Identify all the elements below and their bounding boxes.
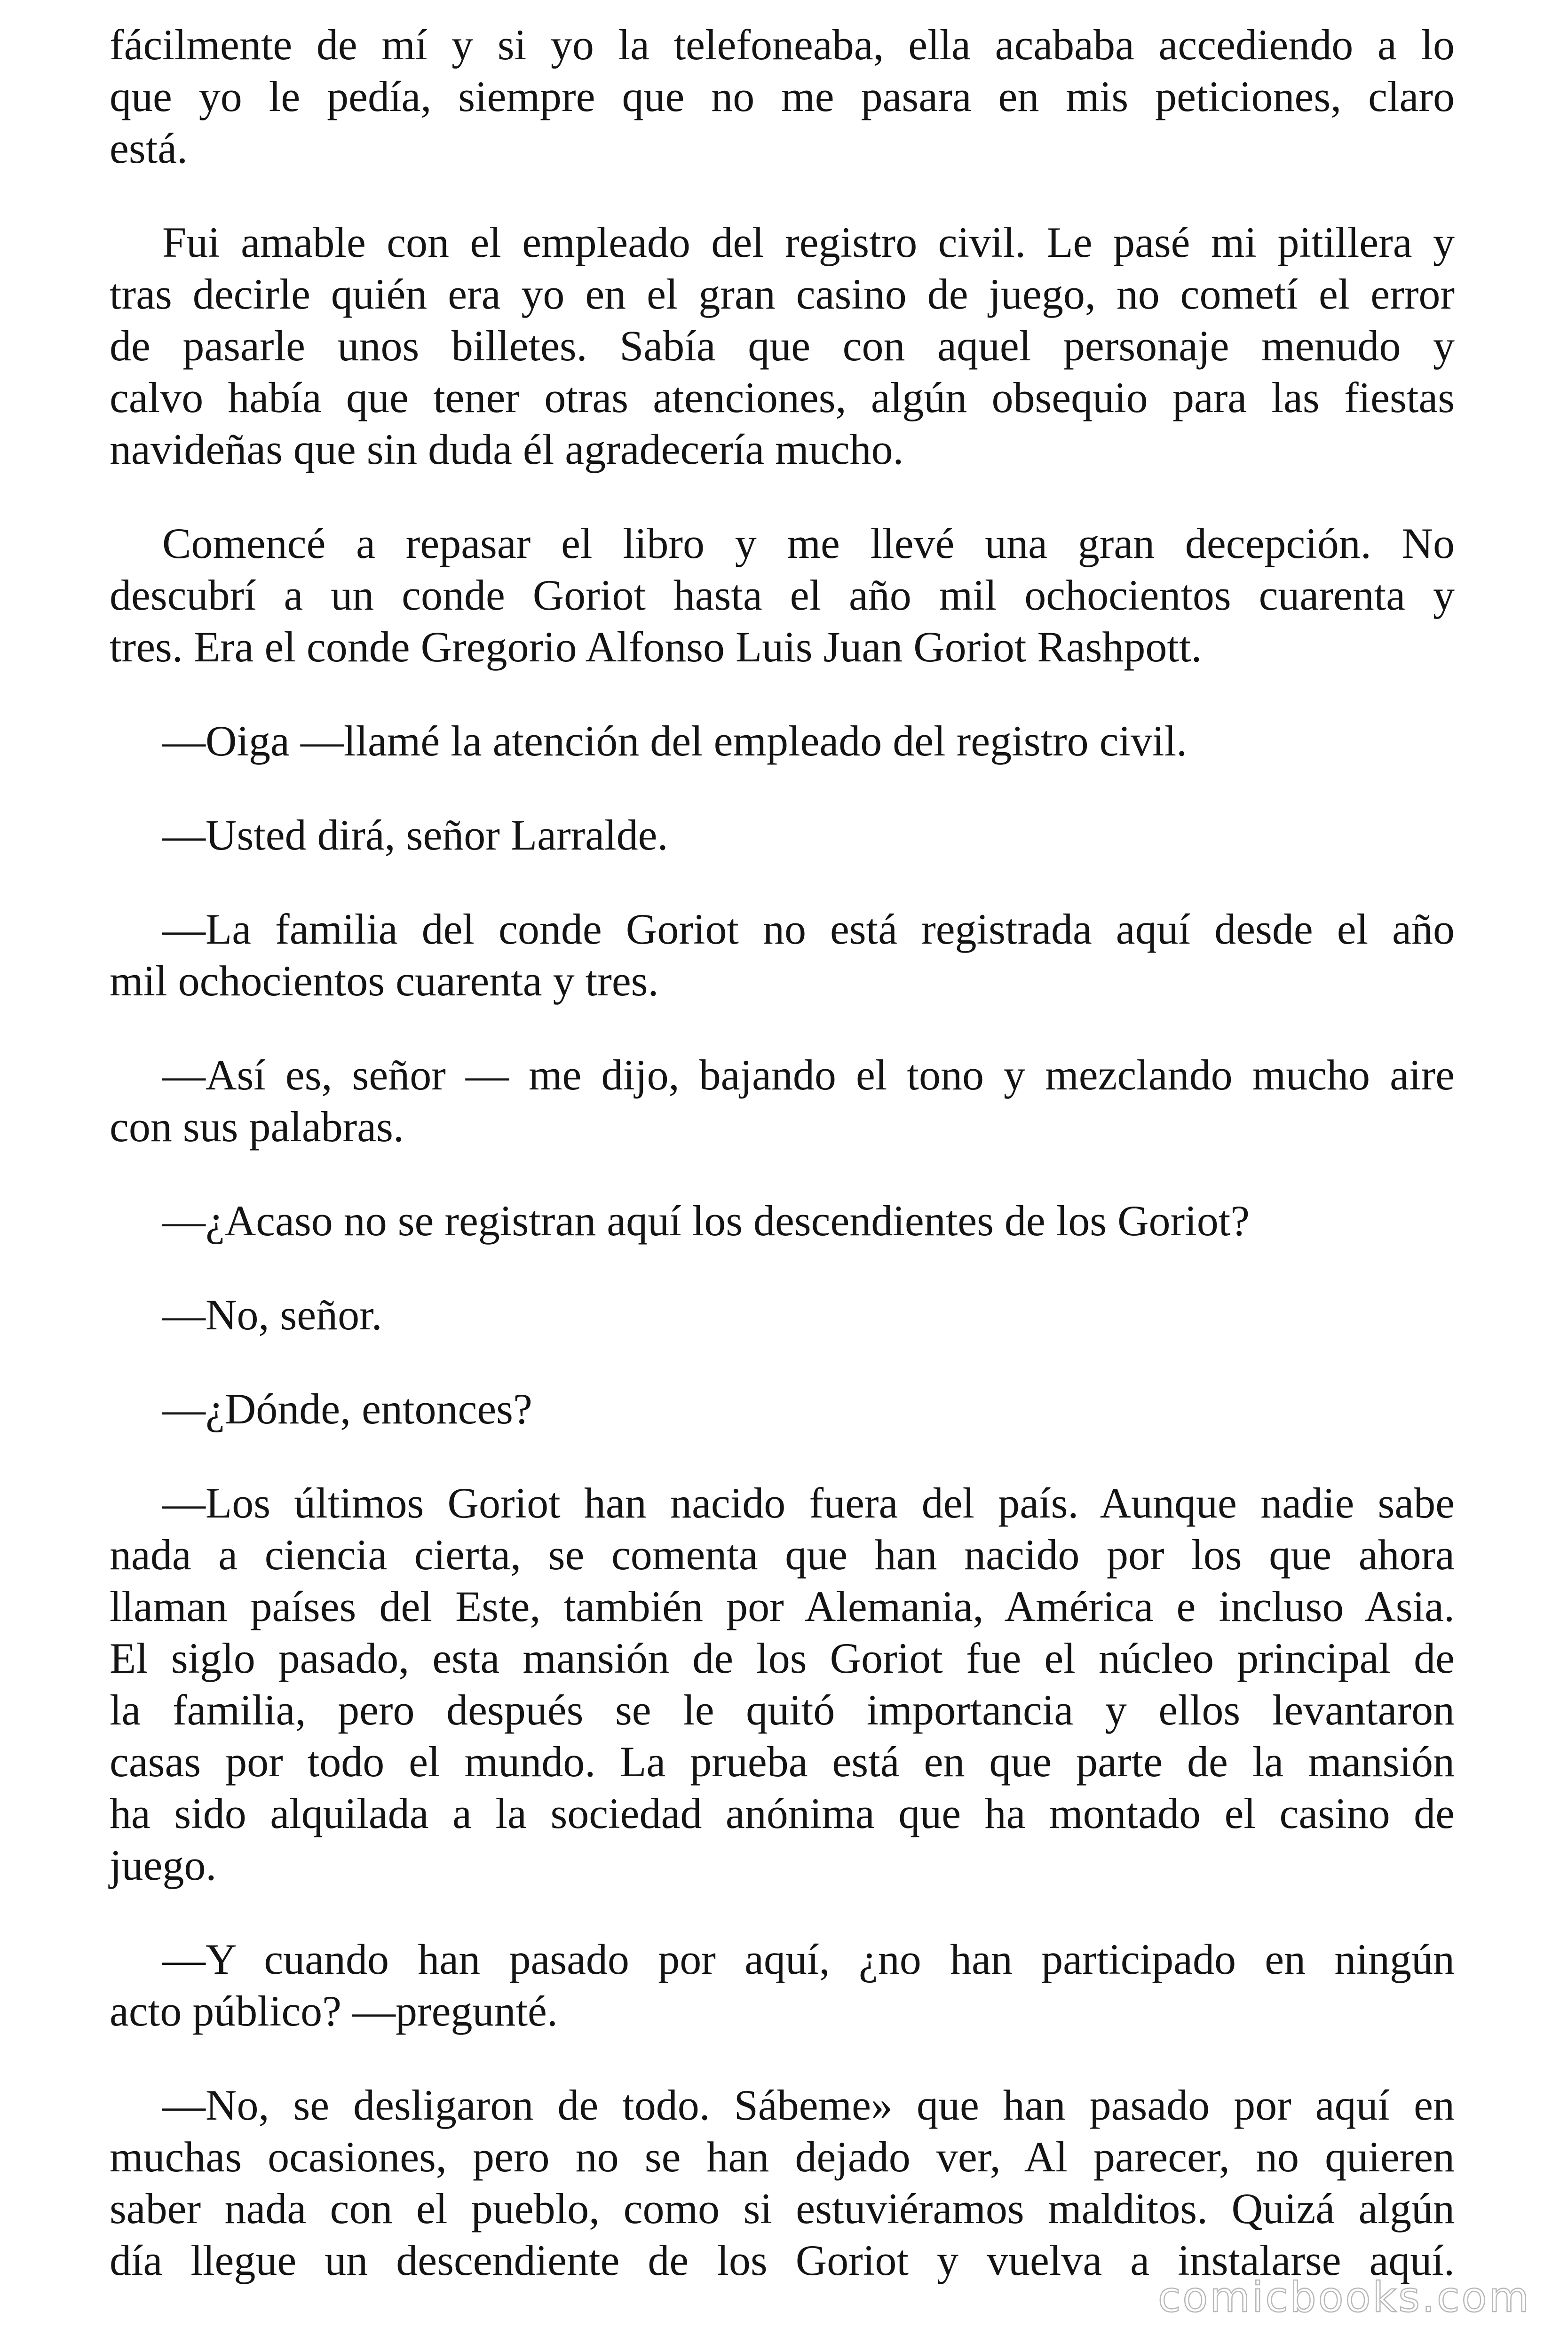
text-line: —La familia del conde Goriot no está registrada aquí desde el año	[162, 905, 1455, 953]
text-line: juego.	[110, 1841, 217, 1889]
text-line: muchas ocasiones, pero no se han dejado ver, Al parecer, no quieren	[110, 2133, 1455, 2181]
text-line: —No, señor.	[162, 1291, 382, 1339]
text-line: —No, se desligaron de todo. Sábeme» que han pasado por aquí en	[162, 2081, 1455, 2129]
dialogue-paragraph	[110, 1383, 1455, 1435]
text-line: la familia, pero después se le quitó importancia y ellos levantaron	[110, 1686, 1455, 1734]
text-line: tras decirle quién era yo en el gran casino de juego, no cometí el error	[110, 270, 1455, 318]
text-line: nada a ciencia cierta, se comenta que han nacido por los que ahora	[110, 1531, 1455, 1579]
narration-paragraph	[110, 19, 1455, 174]
text-line: navideñas que sin duda él agradecería mucho.	[110, 425, 904, 473]
text-line: tres. Era el conde Gregorio Alfonso Luis Juan Goriot Rashpott.	[110, 623, 1202, 671]
text-line: —Los últimos Goriot han nacido fuera del país. Aunque nadie sabe	[162, 1479, 1455, 1527]
text-line: que yo le pedía, siempre que no me pasara en mis peticiones, claro	[110, 72, 1455, 120]
text-line: —Y cuando han pasado por aquí, ¿no han participado en ningún	[162, 1935, 1455, 1983]
narration-paragraph	[110, 517, 1455, 673]
text-line: fácilmente de mí y si yo la telefoneaba, ella acababa accediendo a lo	[110, 21, 1455, 69]
dialogue-paragraph	[110, 809, 1455, 861]
narration-paragraph	[110, 216, 1455, 475]
dialogue-paragraph	[110, 1933, 1455, 2037]
text-line: día llegue un descendiente de los Goriot y vuelva a instalarse aquí.	[110, 2236, 1455, 2284]
text-line: acto público? —pregunté.	[110, 1987, 558, 2035]
text-line: —¿Acaso no se registran aquí los descendientes de los Goriot?	[162, 1197, 1250, 1245]
text-line: de pasarle unos billetes. Sabía que con aquel personaje menudo y	[110, 322, 1455, 370]
text-line: —Así es, señor — me dijo, bajando el tono y mezclando mucho aire	[162, 1051, 1455, 1099]
text-line: con sus palabras.	[110, 1103, 404, 1151]
watermark: comicbooks.com	[1158, 2273, 1531, 2321]
text-line: llaman países del Este, también por Alemania, América e incluso Asia.	[110, 1582, 1455, 1630]
text-line: está.	[110, 124, 188, 172]
dialogue-paragraph	[110, 2079, 1455, 2286]
text-line: casas por todo el mundo. La prueba está en que parte de la mansión	[110, 1738, 1455, 1786]
text-line: mil ochocientos cuarenta y tres.	[110, 957, 659, 1005]
dialogue-paragraph	[110, 1477, 1455, 1891]
dialogue-paragraph	[110, 903, 1455, 1007]
dialogue-paragraph	[110, 1289, 1455, 1341]
dialogue-paragraph	[110, 1049, 1455, 1152]
dialogue-paragraph	[110, 715, 1455, 767]
text-line: ha sido alquilada a la sociedad anónima que ha montado el casino de	[110, 1789, 1455, 1837]
text-line: saber nada con el pueblo, como si estuviéramos malditos. Quizá algún	[110, 2185, 1455, 2233]
text-line: Comencé a repasar el libro y me llevé una gran decepción. No	[162, 519, 1455, 567]
page-text	[110, 19, 1455, 2286]
text-line: —¿Dónde, entonces?	[162, 1385, 532, 1433]
text-line: —Oiga —llamé la atención del empleado del registro civil.	[162, 717, 1188, 765]
text-line: descubrí a un conde Goriot hasta el año mil ochocientos cuarenta y	[110, 571, 1455, 619]
text-line: Fui amable con el empleado del registro civil. Le pasé mi pitillera y	[162, 218, 1455, 266]
text-line: El siglo pasado, esta mansión de los Goriot fue el núcleo principal de	[110, 1634, 1455, 1682]
text-line: calvo había que tener otras atenciones, algún obsequio para las fiestas	[110, 373, 1455, 421]
text-line: —Usted dirá, señor Larralde.	[162, 811, 668, 859]
dialogue-paragraph	[110, 1195, 1455, 1247]
